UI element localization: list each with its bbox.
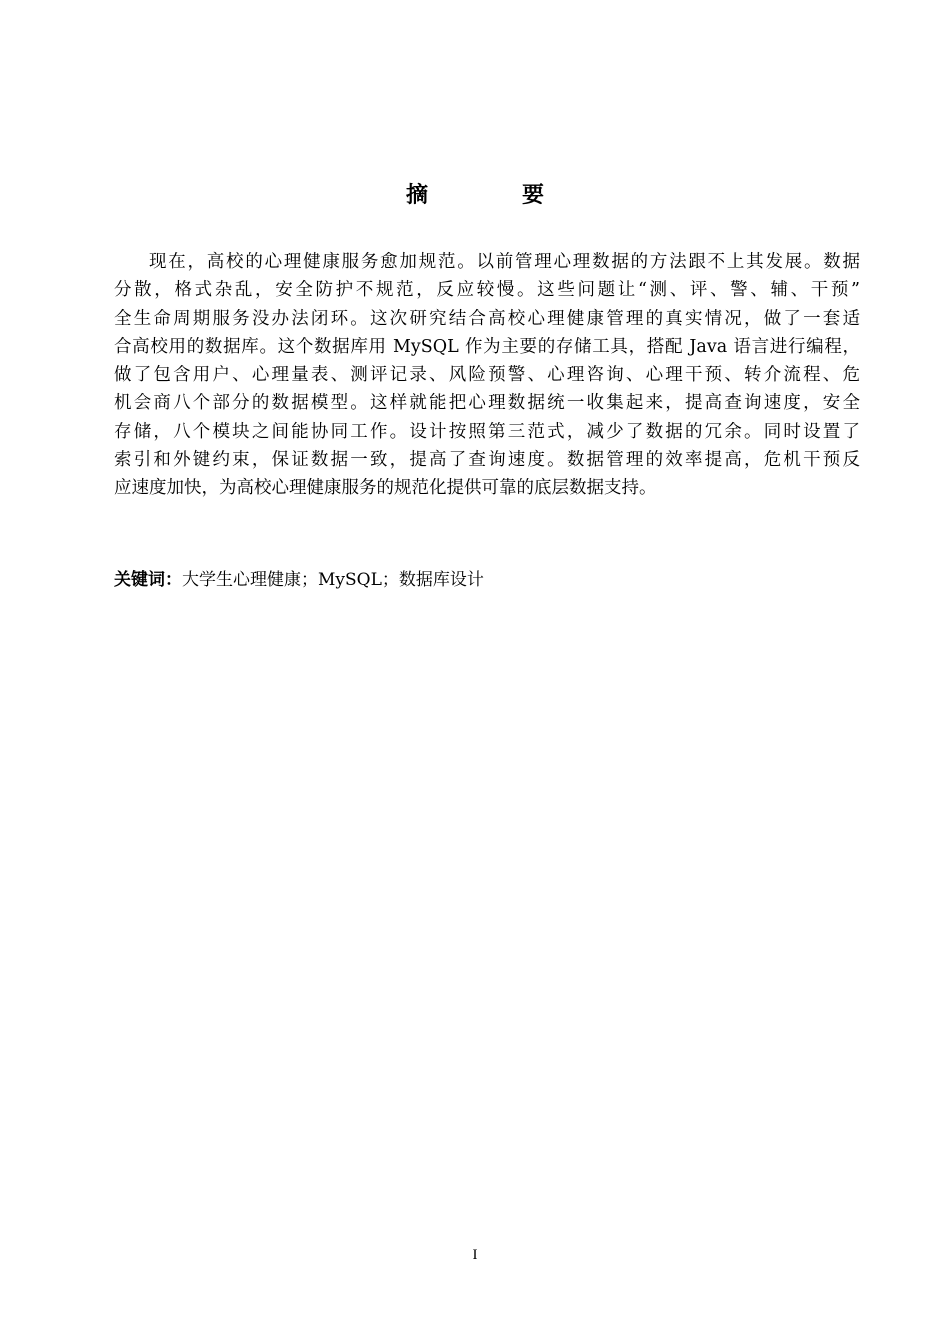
page-number: I (472, 1247, 478, 1263)
keywords-text: 大学生心理健康；MySQL；数据库设计 (182, 570, 484, 590)
abstract-line: 存储，八个模块之间能协同工作。设计按照第三范式，减少了数据的冗余。同时设置了 (114, 421, 860, 442)
abstract-line: 现在，高校的心理健康服务愈加规范。以前管理心理数据的方法跟不上其发展。数据 (149, 252, 860, 272)
keywords (114, 567, 860, 593)
abstract-line: 分散，格式杂乱，安全防护不规范，反应较慢。这些问题让“测、评、警、辅、干预” (114, 280, 860, 301)
abstract-line: 做了包含用户、心理量表、测评记录、风险预警、心理咨询、心理干预、转介流程、危 (114, 365, 860, 386)
abstract-line: 索引和外键约束，保证数据一致，提高了查询速度。数据管理的效率提高，危机干预反 (114, 450, 860, 471)
abstract-line: 机会商八个部分的数据模型。这样就能把心理数据统一收集起来，提高查询速度，安全 (114, 393, 860, 414)
abstract-body (114, 248, 860, 503)
abstract-line: 合高校用的数据库。这个数据库用 MySQL 作为主要的存储工具，搭配 Java 语言进行编程， (114, 336, 860, 357)
page-title: 摘 要 (405, 183, 580, 208)
abstract-line: 全生命周期服务没办法闭环。这次研究结合高校心理健康管理的真实情况，做了一套适 (114, 308, 860, 329)
keywords-label: 关键词： (114, 570, 182, 590)
abstract-line: 应速度加快，为高校心理健康服务的规范化提供可靠的底层数据支持。 (114, 478, 657, 499)
